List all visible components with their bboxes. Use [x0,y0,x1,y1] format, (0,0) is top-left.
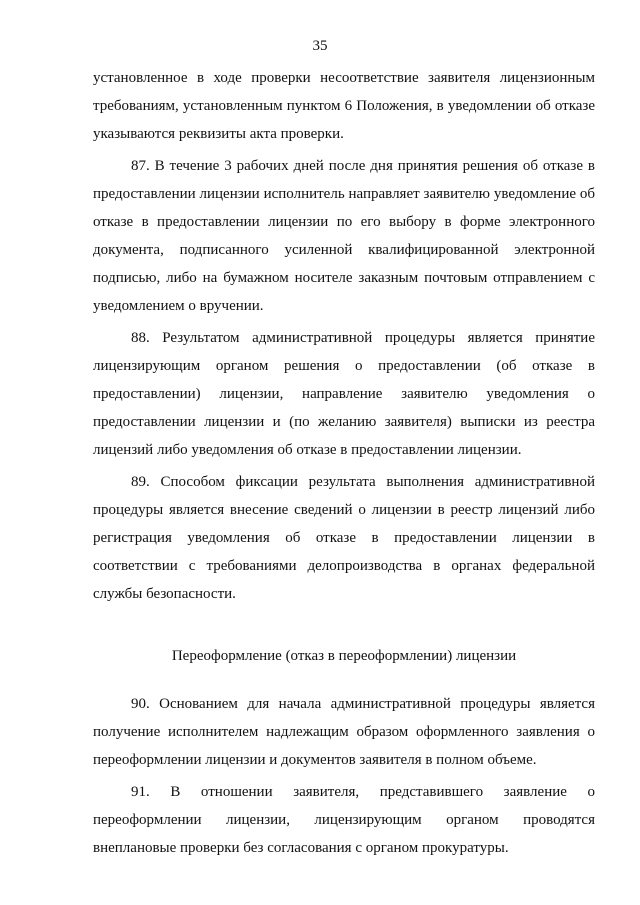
paragraph-continuation: установленное в ходе проверки несоответствие заявителя лицензионным требованиям, установленным пунктом 6 Положения, в уведомлении об отказе указываются реквизиты акта проверки. [93,70,595,142]
paragraph-90: 90. Основанием для начала административной процедуры является получение исполнителем надлежащим образом оформленного заявления о переоформлении лицензии и документов заявителя в полном объеме. [93,696,595,768]
paragraph-88: 88. Результатом административной процедуры является принятие лицензирующим органом решения о предоставлении (об отказе в предоставлении) лицензии, направление заявителю уведомления о предоставлении лицензии и (по желанию заявителя) выписки из реестра лицензий либо уведомления об отказе в предоставлении лицензии. [93,330,595,458]
section-heading: Переоформление (отказ в переоформлении) лицензии [171,648,517,664]
document-body [93,64,595,862]
paragraph-87: 87. В течение 3 рабочих дней после дня принятия решения об отказе в предоставлении лицензии исполнитель направляет заявителю уведомление об отказе в предоставлении лицензии по его выбору в форме электронного документа, подписанного усиленной квалифицированной электронной подписью, либо на бумажном носителе заказным почтовым отправлением с уведомлением о вручении. [93,158,595,314]
page-number: 35 [312,38,328,54]
paragraph-91: 91. В отношении заявителя, представившего заявление о переоформлении лицензии, лицензирующим органом проводятся внеплановые проверки без согласования с органом прокуратуры. [93,784,595,856]
paragraph-89: 89. Способом фиксации результата выполнения административной процедуры является внесение сведений о лицензии в реестр лицензий либо регистрация уведомления об отказе в предоставлении лицензии в соответствии с требованиями делопроизводства в органах федеральной службы безопасности. [93,474,595,602]
